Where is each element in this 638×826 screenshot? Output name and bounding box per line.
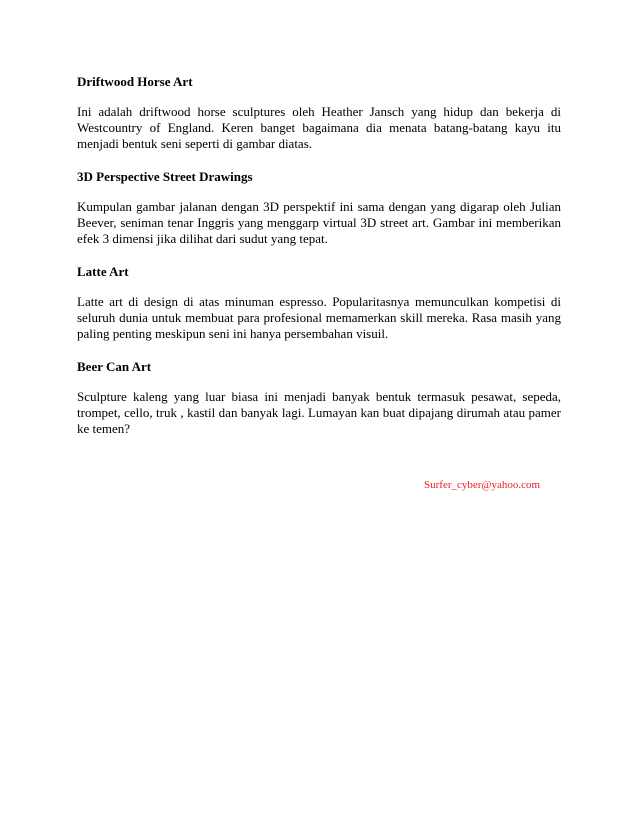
section-title: 3D Perspective Street Drawings [77,169,253,184]
section-body: Sculpture kaleng yang luar biasa ini menjadi banyak bentuk termasuk pesawat, sepeda, trompet, cello, truk , kastil dan banyak lagi. Lumayan kan buat dipajang dirumah atau pamer ke temen? [77,389,561,436]
author-email-link[interactable]: Surfer_cyber@yahoo.com [424,479,541,491]
section-body: Ini adalah driftwood horse sculptures oleh Heather Jansch yang hidup dan bekerja di Westcountry of England. Keren banget bagaimana dia menata batang-batang kayu itu menjadi bentuk seni seperti di gambar diatas. [77,104,561,151]
section-title: Driftwood Horse Art [77,74,193,89]
section-beer-can-art [77,359,561,437]
document-page [77,74,561,454]
section-3d-perspective-street-drawings [77,169,561,247]
section-latte-art [77,264,561,342]
section-title: Latte Art [77,264,129,279]
section-body: Kumpulan gambar jalanan dengan 3D perspektif ini sama dengan yang digarap oleh Julian Beever, seniman tenar Inggris yang menggarp virtual 3D street art. Gambar ini memberikan efek 3 dimensi jika dilihat dari sudut yang tepat. [77,199,561,246]
section-driftwood-horse-art [77,74,561,152]
section-title: Beer Can Art [77,359,152,374]
section-body: Latte art di design di atas minuman espresso. Popularitasnya memunculkan kompetisi di seluruh dunia untuk membuat para profesional memamerkan skill mereka. Rasa masih yang paling penting meskipun seni ini hanya persembahan visuil. [77,294,561,341]
